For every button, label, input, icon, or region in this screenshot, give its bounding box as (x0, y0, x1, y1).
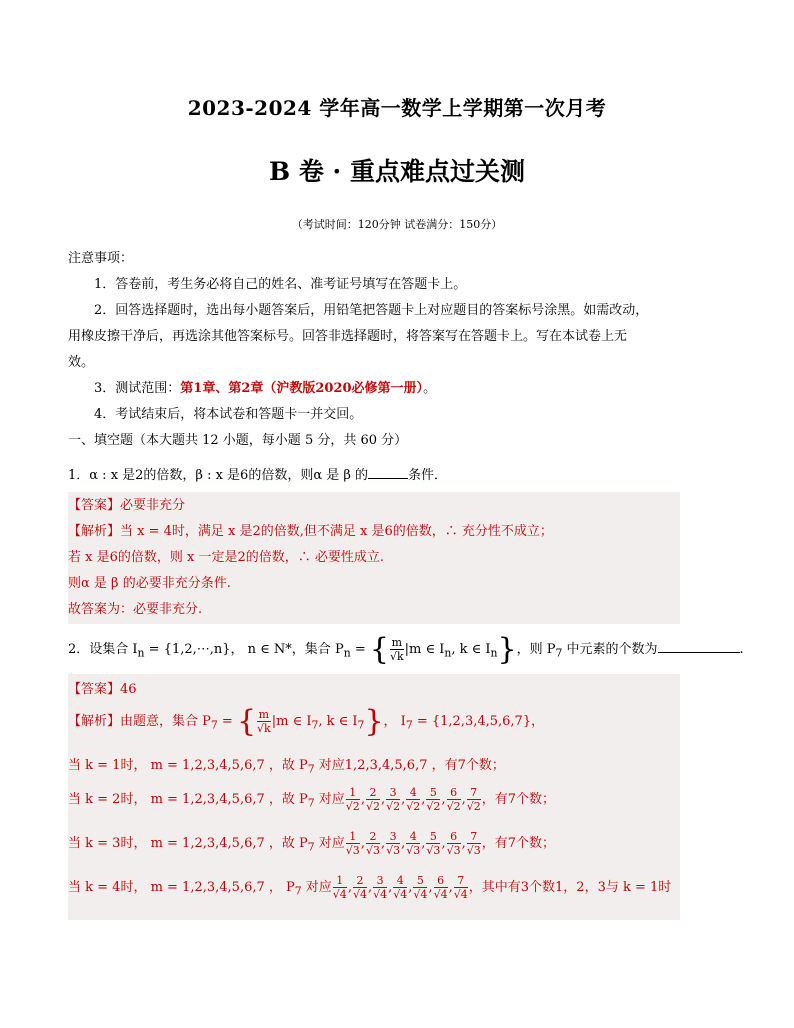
subscript-7: 7 (307, 762, 315, 776)
case-k2-mid: 对应 (314, 792, 345, 807)
set-condition-b: , k ∈ I (451, 642, 491, 657)
notes-section (68, 246, 688, 454)
fraction (413, 874, 427, 901)
frac-numerator: 1 (346, 786, 360, 800)
question-2-text-d: ，则 P (516, 642, 556, 657)
right-brace: } (497, 632, 517, 667)
comma: , (461, 792, 466, 807)
comma: , (347, 880, 352, 895)
right-brace: } (364, 704, 384, 739)
left-brace: { (236, 704, 257, 739)
frac-denominator: √2 (365, 800, 380, 813)
note-item-2c: 效。 (68, 355, 95, 370)
fraction (467, 830, 481, 857)
analysis-2-text-b: m ∈ I (276, 714, 312, 729)
frac-denominator: √2 (406, 800, 421, 813)
case-k4 (68, 874, 671, 901)
case-k2-text: 当 k = 2时， m = 1,2,3,4,5,6,7 ，故 P (68, 792, 308, 807)
frac-numerator: 7 (454, 874, 468, 888)
case-k3-result: ，有7个数； (481, 836, 556, 851)
question-2-text-b: = {1,2,⋯,n}， n ∈ N*，集合 P (144, 642, 344, 657)
note-item-2a: 2．回答选择题时，选出每小题答案后，用铅笔把答题卡上对应题目的答案标号涂黑。如需改动， (94, 303, 649, 318)
frac-numerator: 6 (447, 830, 461, 844)
fraction (346, 830, 360, 857)
comma: , (360, 792, 365, 807)
comma: , (428, 880, 433, 895)
case-k4-result: ，其中有3个数1，2，3与 k = 1时 (468, 880, 672, 895)
comma: , (388, 880, 393, 895)
fraction (366, 830, 380, 857)
frac-denominator: √3 (386, 844, 401, 857)
fraction (346, 786, 360, 813)
analysis-2-text-e: = {1,2,3,4,5,6,7}， (412, 714, 545, 729)
frac-denominator: √4 (332, 888, 347, 901)
answer-2: 【答案】46 (68, 682, 137, 697)
frac-denominator: √3 (446, 844, 461, 857)
answer-box-1 (68, 492, 680, 624)
note-item-3-suffix: 。 (423, 381, 437, 396)
frac-numerator: 7 (467, 786, 481, 800)
comma: , (448, 880, 453, 895)
frac-denominator: √4 (413, 888, 428, 901)
frac-denominator: √4 (453, 888, 468, 901)
subscript-7: 7 (357, 718, 365, 732)
subscript-n: n (343, 646, 351, 660)
frac-numerator: m (258, 708, 270, 721)
fraction (447, 786, 461, 813)
frac-denominator: √4 (373, 888, 388, 901)
frac-numerator: 3 (373, 874, 387, 888)
analysis-2-text-c: , k ∈ I (318, 714, 358, 729)
subscript-7: 7 (307, 840, 315, 854)
subscript-7: 7 (555, 646, 563, 660)
analysis-1-line-1: 【解析】当 x = 4时，满足 x 是2的倍数,但不满足 x 是6的倍数，∴ 充分性不成立； (68, 524, 553, 539)
note-item-3 (68, 376, 688, 402)
analysis-1-line-2: 若 x 是6的倍数，则 x 一定是2的倍数，∴ 必要性成立. (68, 550, 384, 565)
fraction (333, 874, 347, 901)
answer-box-2 (68, 674, 680, 920)
frac-denominator: √3 (345, 844, 360, 857)
test-range: 第1章、第2章（沪教版2020必修第一册） (180, 381, 424, 396)
fraction (386, 830, 400, 857)
fraction (434, 874, 448, 901)
frac-numerator: 5 (413, 874, 427, 888)
comma: , (408, 880, 413, 895)
frac-denominator: √2 (466, 800, 481, 813)
subscript-7: 7 (405, 718, 413, 732)
comma: , (441, 792, 446, 807)
frac-numerator: 4 (406, 786, 420, 800)
frac-numerator: 4 (393, 874, 407, 888)
frac-numerator: 1 (346, 830, 360, 844)
question-2-text-f: . (739, 642, 744, 657)
fraction-list-k3 (345, 830, 482, 857)
fraction (406, 786, 420, 813)
question-2-text-c: = (350, 642, 370, 657)
comma: , (421, 792, 426, 807)
frac-denominator: √3 (426, 844, 441, 857)
exam-time-note: （考试时间：120分钟 试卷满分：150分） (291, 218, 503, 231)
case-k3-text: 当 k = 3时， m = 1,2,3,4,5,6,7 ，故 P (68, 836, 308, 851)
frac-denominator: √k (389, 650, 404, 663)
fraction (426, 830, 440, 857)
note-item-1: 1．答卷前，考生务必将自己的姓名、准考证号填写在答题卡上。 (94, 277, 467, 292)
case-k2 (68, 786, 555, 813)
notes-heading: 注意事项： (68, 251, 134, 266)
answer-blank (658, 640, 740, 653)
frac-denominator: √2 (386, 800, 401, 813)
fraction (366, 786, 380, 813)
frac-denominator: √2 (345, 800, 360, 813)
case-k1 (68, 754, 505, 776)
case-k2-result: ，有7个数； (481, 792, 556, 807)
frac-denominator: √3 (365, 844, 380, 857)
fraction (353, 874, 367, 901)
fraction-m-over-sqrt-k (257, 708, 271, 735)
comma: , (421, 836, 426, 851)
exam-subtitle: B 卷 · 重点难点过关测 (269, 157, 525, 186)
frac-denominator: √2 (446, 800, 461, 813)
case-k4-text: 当 k = 4时， m = 1,2,3,4,5,6,7 ， P (68, 880, 295, 895)
fraction-list-k2 (345, 786, 482, 813)
frac-denominator: √2 (426, 800, 441, 813)
answer-blank (368, 466, 408, 479)
comma: , (401, 836, 406, 851)
note-item-2b: 用橡皮擦干净后，再选涂其他答案标号。回答非选择题时，将答案写在答题卡上。写在本试卷上无 (68, 329, 628, 344)
frac-numerator: 4 (406, 830, 420, 844)
subscript-7: 7 (210, 718, 218, 732)
frac-denominator: √4 (352, 888, 367, 901)
fraction-list-k4 (332, 874, 469, 901)
analysis-1-line-3: 则α 是 β 的必要非充分条件. (68, 576, 231, 591)
fraction (454, 874, 468, 901)
question-1 (68, 464, 447, 483)
frac-denominator: √4 (433, 888, 448, 901)
frac-numerator: 2 (366, 786, 380, 800)
subscript-7: 7 (294, 884, 302, 898)
frac-denominator: √3 (406, 844, 421, 857)
fraction (386, 786, 400, 813)
frac-numerator: m (391, 636, 403, 649)
set-condition-a: m ∈ I (409, 642, 445, 657)
frac-numerator: 1 (333, 874, 347, 888)
comma: , (380, 836, 386, 851)
subscript-7: 7 (307, 796, 315, 810)
analysis-2-line-1: 【解析】由题意，集合 $P_7$ = { $\frac{m}{√k}$ |m ∈ $I_7$, k ∈ $I_7$}， $I_7 = \{1,2,3,4,5,6,7\}$， (68, 704, 545, 739)
case-k1-result: 对应1,2,3,4,5,6,7 ，有7个数； (314, 758, 505, 773)
note-item-3-prefix: 3．测试范围： (94, 381, 181, 396)
analysis-2-text-a: 【解析】由题意，集合 P (68, 714, 211, 729)
comma: , (380, 792, 386, 807)
fraction (406, 830, 420, 857)
subscript-n: n (490, 646, 498, 660)
question-2: 2．设集合 $I_n$ = {1,2,⋯,n}， n ∈ N*，集合 $P_n$ = { $\frac{m}{√k}$ |m ∈ $I_n$, k ∈ $I_n$}，则 $P_7$ 中元素的个数为 . (68, 632, 744, 667)
question-1-text-end: 条件． (408, 468, 448, 483)
analysis-2-text-d: ， I (383, 714, 406, 729)
fraction-m-over-sqrt-k (390, 636, 404, 663)
frac-numerator: 7 (467, 830, 481, 844)
frac-denominator: √3 (466, 844, 481, 857)
case-k3 (68, 830, 555, 857)
subscript-n: n (137, 646, 145, 660)
case-k4-mid: 对应 (301, 880, 332, 895)
frac-numerator: 5 (426, 830, 440, 844)
comma: , (360, 836, 365, 851)
subscript-n: n (444, 646, 452, 660)
frac-numerator: 6 (434, 874, 448, 888)
frac-numerator: 3 (386, 830, 400, 844)
comma: , (401, 792, 406, 807)
section-heading: 一、填空题（本大题共 12 小题，每小题 5 分，共 60 分） (68, 433, 408, 448)
note-item-4: 4．考试结束后，将本试卷和答题卡一并交回。 (94, 407, 363, 422)
comma: , (441, 836, 446, 851)
fraction (447, 830, 461, 857)
fraction (393, 874, 407, 901)
analysis-1-line-4: 故答案为：必要非充分. (68, 602, 203, 617)
question-2-text-e: 中元素的个数为 (562, 642, 658, 657)
case-k1-text: 当 k = 1时， m = 1,2,3,4,5,6,7 ，故 P (68, 758, 308, 773)
frac-numerator: 2 (353, 874, 367, 888)
comma: , (367, 880, 373, 895)
left-brace: { (369, 632, 389, 667)
fraction (467, 786, 481, 813)
exam-title: 2023-2024 学年高一数学上学期第一次月考 (187, 96, 607, 120)
question-2-text-a: 2．设集合 I (68, 642, 138, 657)
fraction (426, 786, 440, 813)
comma: , (461, 836, 466, 851)
frac-denominator: √k (257, 722, 271, 735)
fraction (373, 874, 387, 901)
answer-1: 【答案】必要非充分 (68, 498, 186, 513)
frac-numerator: 3 (386, 786, 400, 800)
question-1-text: 1．α : x 是2的倍数，β : x 是6的倍数，则α 是 β 的 (68, 468, 369, 483)
frac-numerator: 2 (366, 830, 380, 844)
frac-numerator: 6 (447, 786, 461, 800)
case-k3-mid: 对应 (314, 836, 345, 851)
frac-numerator: 5 (426, 786, 440, 800)
frac-denominator: √4 (393, 888, 408, 901)
subscript-7: 7 (311, 718, 319, 732)
